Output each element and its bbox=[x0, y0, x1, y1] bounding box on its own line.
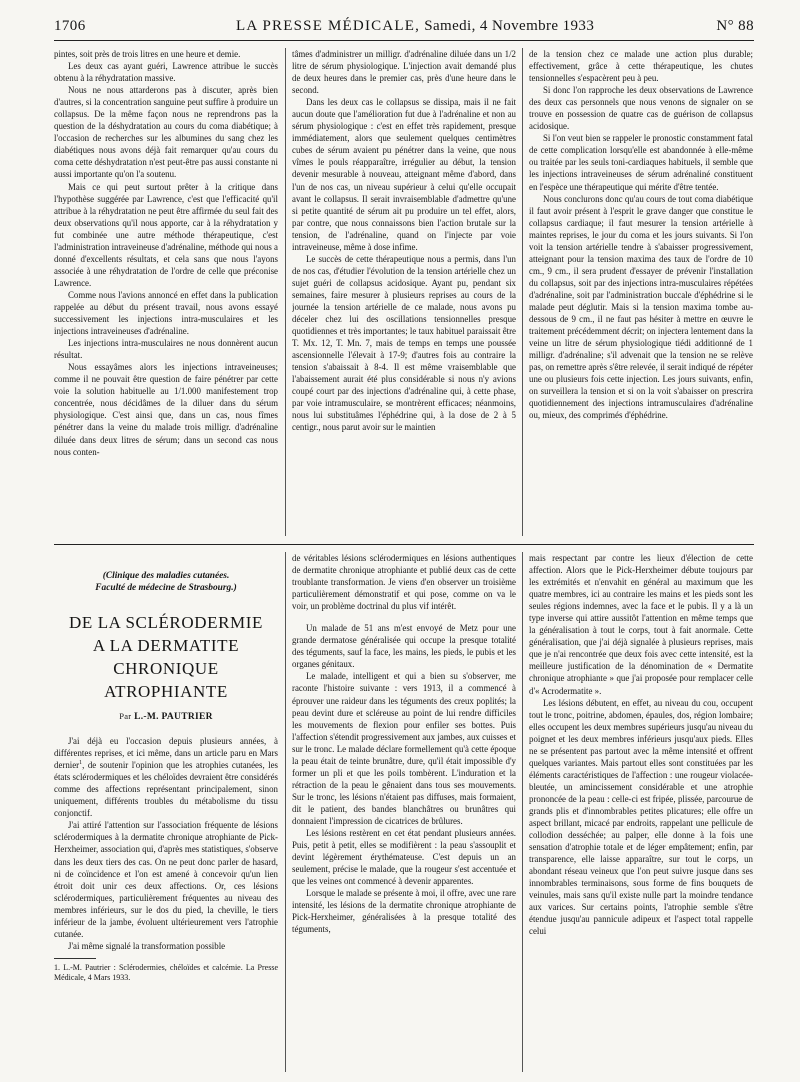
paragraph bbox=[54, 735, 278, 819]
paragraph: mais respectant par contre les lieux d'élection de cette affection. Alors que le Pick-Herxheimer débute toujours par les extrémités et n'envahit en général au maximum que les quatre membres, ici au contraire les mains et les pieds sont les seules régions indemnes, avec la face et le pubis. Il y a là un type inverse qui attire aussitôt l'attention en même temps que la généralisation à tout le corps, tout à fait anormale. Cette généralisation, que j'ai déjà signalée à plusieurs reprises, mais que je n'ai rencontrée que deux fois avec cette intensité, est la meilleure justification de la dénomination de « Dermatite chronique atrophiante » que j'ai proposée pour remplacer celle d'« Acrodermatite ». bbox=[529, 553, 753, 696]
issue-date: Samedi, 4 Novembre 1933 bbox=[424, 18, 595, 34]
paragraph-text: , de soutenir l'opinion que les atrophies cutanées, les états sclérodermiques et les chéloïdes devraient être considérés comme des affections représentant principalement, sinon uniquement, différents troubles du métabolisme du tissu conjonctif. bbox=[54, 760, 278, 819]
paragraph: Nous ne nous attarderons pas à discuter, après bien d'autres, si la concentration sanguine peut suffire à produire un collapsus. De la même façon nous ne reprendrons pas la question de la déshydratation au cours du coma diabétique; à l'occasion de recherches sur les albumines du sang chez les diabétiques nous avons déjà fait remarquer qu'au cours du coma cette déshydratation n'est peut-être pas aussi constante ni aussi importante qu'on l'a soutenu. bbox=[54, 85, 278, 180]
title-line: DE LA SCLÉRODERMIE bbox=[68, 613, 264, 632]
footnote-rule bbox=[54, 958, 96, 959]
paragraph: Comme nous l'avions annoncé en effet dans la publication rappelée au début du présent travail, nous avons essayé successivement les injections intra-musculaires et les injections intraveineuses d'adrénaline. bbox=[54, 289, 278, 337]
paragraph: Le succès de cette thérapeutique nous a permis, dans l'un de nos cas, d'étudier l'évolution de la tension artérielle chez un sujet guéri de collapsus acidosique. Ayant pu, pendant six semaines, faire mesurer à plusieurs reprises au cours de la journée la tension artérielle de ce malade, nous avons pu déceler chez lui des oscillations tensionnelles presque quotidiennes et très importantes; le taux habituel paraissait être T. Mx. 12, T. Mn. 7, mais de temps en temps une poussée ascensionnelle l'élevait à 17-9; d'autres fois au contraire la tension s'abaissait à 8-4. Il est même vraisemblable que l'abaissement aurait été plus considérable si nous n'y avions coupé court par des injections d'adrénaline qui, à cette phase, par voie intramusculaire, se montrèrent efficaces; néanmoins, nous lui substituâmes l'éphédrine qui, à la dose de 2 à 5 centigr., nous parut avoir sur le maintien bbox=[292, 253, 516, 433]
paragraph: Les injections intra-musculaires ne nous donnèrent aucun résultat. bbox=[54, 338, 278, 361]
journal-title: LA PRESSE MÉDICALE, bbox=[236, 18, 421, 34]
article-column-3 bbox=[529, 552, 753, 1077]
faculty-line: Faculté de médecine de Strasbourg.) bbox=[95, 583, 237, 593]
paragraph: Un malade de 51 ans m'est envoyé de Metz pour une grande dermatose généralisée qui occupe la presque totalité des téguments, sauf la face, les mains, les pieds, le pubis et les organes génitaux. bbox=[292, 623, 516, 670]
column-divider bbox=[522, 552, 523, 1072]
column-divider bbox=[285, 48, 286, 536]
paragraph: Dans les deux cas le collapsus se dissipa, mais il ne fait aucun doute que l'amélioration fut due à l'adrénaline et non au sérum physiologique : c'est en effet très rapidement, presque immédiatement, alors que seulement quelques centimètres cubes de sérum avaient pu pénétrer dans la veine, que nous vîmes le pouls réapparaître, irrégulier au début, la tension devenir mesurable à nouveau, atteignant même d'abord, dans l'un de nos cas, un niveau supérieur à celui qu'elle occupait avant le collapsus. Il serait invraisemblable d'admettre qu'une si petite quantité de sérum ait pu produire un tel effet, alors, par contre, que nous connaissons bien l'action brutale sur la tension, de l'adrénaline, quand on l'injecte par voie intraveineuse, même à dose infime. bbox=[292, 97, 516, 252]
page-number: 1706 bbox=[54, 18, 86, 34]
article-title bbox=[54, 611, 278, 703]
paragraph: Les lésions restèrent en cet état pendant plusieurs années. Puis, petit à petit, elles se modifièrent : la peau s'assouplit et devint légèrement érythémateuse. C'est depuis un an seulement, précise le malade, que la rougeur s'est accentuée et que les veines ont commencé à devenir apparentes. bbox=[292, 828, 516, 887]
article-column-1 bbox=[54, 570, 278, 1060]
author-name: L.-M. PAUTRIER bbox=[134, 712, 213, 722]
paragraph: Mais ce qui peut surtout prêter à la critique dans l'hypothèse suggérée par Lawrence, c'est que l'efficacité qu'il attribue à la réhydratation ne peut être affirmée du seul fait des deux observations qu'il nous apporte, car à la réhydratation y fut combinée une autre méthode thérapeutique, c'est l'administration intraveineuse d'adrénaline, méthode qui nous a donné d'excellents résultats, et cela sans que nous l'ayons associée à une réhydratation de l'ordre de celle que préconise Lawrence. bbox=[54, 181, 278, 288]
author-prefix: Par bbox=[119, 711, 132, 721]
footnote-marker: 1 bbox=[79, 760, 83, 767]
column-divider bbox=[285, 552, 286, 1072]
paragraph: Nous conclurons donc qu'au cours de tout coma diabétique il faut avoir présent à l'esprit le grave danger que constitue le collapsus cardiaque; il faut mesurer la tension artérielle à maintes reprises, le jour du coma et les jours suivants. Si l'on voit la tension artérielle tendre à s'abaisser progressivement, atteignant pour la tension maxima des taux de l'ordre de 10 cm., 9 cm., il sera prudent d'essayer de prévenir l'installation du collapsus, soit par des injections intra-musculaires répétées d'adrénaline, soit par l'administration buccale d'éphédrine si le malade peut déglutir. Mais si la tension maxima tombe au-dessous de 9 cm., il ne faut pas hésiter à mettre en œuvre le traitement précédemment décrit; on injectera lentement dans la veine un litre de sérum physiologique tiédi additionné de 1 milligr. d'adrénaline; s'il advenait que la tension ne se relève pas, on remettre après s'être relevée, il serait indiqué de répéter une ou plusieurs fois cette injection. Les jours suivants, enfin, on surveillera la tension et si on la voit s'abaisser on prescrira quotidiennement des injections intramusculaires d'adrénaline ou, mieux, des comprimés d'éphédrine. bbox=[529, 193, 753, 421]
title-line: A LA DERMATITE CHRONIQUE bbox=[92, 636, 240, 678]
paragraph: pintes, soit près de trois litres en une heure et demie. bbox=[54, 49, 241, 59]
paragraph: J'ai même signalé la transformation possible bbox=[68, 940, 226, 951]
section-rule bbox=[54, 544, 754, 545]
footnote: 1. L.-M. Pautrier : Sclérodermies, chéloïdes et calcémie. La Presse Médicale, 4 Mars 1933. bbox=[54, 962, 278, 983]
paragraph: tâmes d'administrer un milligr. d'adrénaline diluée dans un 1/2 litre de sérum physiologique. L'injection avait demandé plus de deux heures dans le premier cas, près d'une heure dans le second. bbox=[292, 49, 516, 96]
header-rule bbox=[54, 40, 754, 41]
paragraph: Le malade, intelligent et qui a bien su s'observer, me raconte l'histoire suivante : vers 1913, il a commencé à éprouver une raideur dans les téguments des creux poplités; la peau devint dure et scléreuse au point de lui rendre difficiles les mouvements de flexion pour enfiler ses bottes. Puis l'affection s'étendit progressivement aux jambes, aux cuisses et sur le tronc. Le malade déclare formellement qu'à cette époque la peau était de teinte brunâtre, dure, qu'il était impossible d'y former un pli et que les poils tombèrent. L'induration et la rétraction de la peau le gênaient dans tous ses mouvements. Sur le tronc, les lésions n'étaient pas diffuses, mais formaient, dit le patient, des bandes blanchâtres ou brunâtres qui donnaient l'impression de cicatrices de brûlures. bbox=[292, 671, 516, 826]
top-column-2 bbox=[292, 48, 516, 536]
journal-header bbox=[236, 18, 594, 35]
paragraph: J'ai attiré l'attention sur l'association fréquente de lésions sclérodermiques à la dermatite chronique atrophiante de Pick-Herxheimer, association qui, d'après mes statistiques, s'observe dans les deux tiers des cas. On ne peut donc parler de hasard, ni de coïncidence et l'on est amené à concevoir qu'un lien étroit doit unir ces deux affections. Or, ces lésions sclérodermiques, particulièrement fréquentes au niveau des membres inférieurs, sur le dos du pied, la cheville, le tiers inférieur de la jambe, évoluent ultérieurement vers l'atrophie cutanée. bbox=[54, 820, 278, 939]
paragraph: Les deux cas ayant guéri, Lawrence attribue le succès obtenu à la réhydratation massive. bbox=[54, 61, 278, 84]
article-column-2 bbox=[292, 552, 516, 1077]
paragraph: Les lésions débutent, en effet, au niveau du cou, occupent tout le tronc, poitrine, abdomen, épaules, dos, région lombaire; elles occupent les deux membres supérieurs jusqu'au niveau du poignet et les deux membres inférieurs jusqu'aux pieds. Elles ne se présentent pas partout avec la même intensité et offrent quelques variantes. Mais partout elles sont constituées par les éléments caractéristiques de l'affection : une rougeur violacée-bleutée, un amincissement considérable et une atrophie prononcée de la peau : celle-ci est fripée, plissée, parcourue de grands plis et d'innombrables petites plicatures; elle offre un aspect brillant, micacé par endroits, rappelant une pellicule de collodion desséchée; au palper, elle donne à la fois une sensation d'atrophie totale et de léger empâtement; enfin, par transparence, elle laisse apparaître, sur tout le corps, un abondant réseau veineux que l'on peut suivre jusque dans ses innombrables terminaisons, sous forme de fins bouquets de veinules, mais sans qu'il existe nulle part la moindre tendance aux varices. Sur certains points, l'atrophie semble s'être étendue jusqu'au pannicule adipeux et l'aspect total rappelle celui bbox=[529, 697, 753, 937]
top-column-3 bbox=[529, 48, 753, 536]
column-divider bbox=[522, 48, 523, 536]
running-header bbox=[54, 18, 754, 40]
issue-number: N° 88 bbox=[716, 18, 754, 34]
article-author bbox=[54, 710, 278, 723]
paragraph: Si l'on veut bien se rappeler le pronostic constamment fatal de cette complication lorsqu'elle est abandonnée à elle-même ou traitée par les seuls toni-cardiaques habituels, il semble que les injections intraveineuses de sérum adrénaliné constituent en l'espèce une thérapeutique qui mérite d'être tentée. bbox=[529, 133, 753, 192]
paragraph: Nous essayâmes alors les injections intraveineuses; comme il ne pouvait être question de faire pénétrer par cette voie la solution habituelle au 1/1.000 manifestement trop concentrée, nous décidâmes de la diluer dans du sérum physiologique. C'est ainsi que, dans un cas, nous fîmes pénétrer dans la veine du malade trois milligr. d'adrénaline diluée dans deux litres de sérum; dans un second cas nous nous conten- bbox=[54, 362, 278, 457]
paragraph-text: J'ai déjà eu l'occasion depuis plusieurs années, à différentes reprises, et ici même, dans un article paru en Mars dernier bbox=[54, 736, 278, 771]
title-line: ATROPHIANTE bbox=[104, 682, 228, 701]
top-column-1 bbox=[54, 48, 278, 536]
paragraph: Lorsque le malade se présente à moi, il offre, avec une rare intensité, les lésions de la dermatite chronique atrophiante de Pick-Herxheimer, généralisées à la presque totalité des téguments, bbox=[292, 888, 516, 935]
paragraph: de la tension chez ce malade une action plus durable; effectivement, grâce à cette thérapeutique, les chutes tensionnelles s'espacèrent peu à peu. bbox=[529, 49, 753, 84]
clinic-line: (Clinique des maladies cutanées. bbox=[102, 571, 230, 581]
paragraph: Si donc l'on rapproche les deux observations de Lawrence des deux cas personnels que nous venons de signaler on se trouve en possession de quatre cas de guérison de collapsus acidosique. bbox=[529, 85, 753, 132]
paragraph: de véritables lésions sclérodermiques en lésions authentiques de dermatite chronique atrophiante et publié deux cas de cette troublante transformation. Je viens d'en observer un troisième particulièrement démonstratif et qui pose, comme on va le voir, un problème doctrinal du plus vif intérêt. bbox=[292, 553, 516, 612]
clinic-affiliation bbox=[54, 570, 278, 594]
